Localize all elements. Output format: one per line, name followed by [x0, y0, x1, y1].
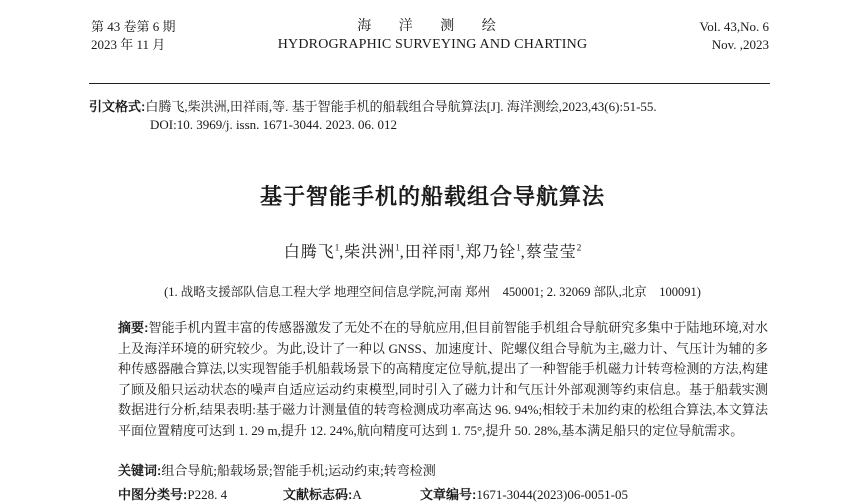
author-separator: , [460, 244, 466, 261]
keywords [118, 462, 436, 480]
author-affiliation-mark: 1 [334, 242, 340, 253]
header-rule [89, 83, 770, 84]
author-affiliation-mark: 2 [576, 242, 582, 253]
author-affiliation-mark: 1 [395, 242, 400, 253]
journal-name-en: HYDROGRAPHIC SURVEYING AND CHARTING [277, 37, 588, 52]
clc-number [118, 486, 227, 504]
author-name: 蔡莹莹 [525, 244, 577, 261]
volume-number: Vol. 43,No. 6 [699, 19, 769, 34]
keywords-label: 关键词: [118, 463, 162, 478]
author-affiliation-mark: 1 [455, 242, 461, 253]
abstract-text: 智能手机内置丰富的传感器激发了无处不在的导航应用,但目前智能手机组合导航研究多集中于陆地环境,对水上及海洋环境的研究较少。为此,设计了一种以 GNSS、加速度计、陀螺仪组合导航为主,磁力计、气压计为辅的多种传感器融合算法,以实现智能手机船载场景下的高精度定位导航,提出了一种智能手机磁力计转弯检测的方法,构建了顾及船只运动状态的噪声自适应运动约束模型,同时引入了磁力计和气压计外部观测等约束信息。基于船载实测数据进行分析,结果表明:基于磁力计测量值的转弯检测成功率高达 96. 94%;相较于未加约束的松组合算法,本文算法平面位置精度可达到 1. 29 m,提升 12. 24%,航向精度可达到 1. 75°,提升 50. 28%,基本满足船只的定位导航需求。 [118, 320, 768, 438]
article-number [420, 486, 628, 504]
issue-date-en: Nov. ,2023 [711, 37, 769, 52]
author-list [0, 239, 865, 262]
abstract [118, 318, 768, 441]
author-separator: , [399, 244, 405, 261]
citation-text: 白腾飞,柴洪洲,田祥雨,等. 基于智能手机的船载组合导航算法[J]. 海洋测绘,2023,43(6):51-55. [145, 99, 657, 114]
clc-value: P228. 4 [187, 487, 228, 502]
document-code-value: A [352, 487, 362, 502]
author-name: 田祥雨 [404, 244, 456, 261]
abstract-label: 摘要: [118, 320, 149, 335]
author-separator: , [520, 244, 526, 261]
issue-number: 第 43 卷第 6 期 [91, 19, 176, 34]
paper-title: 基于智能手机的船载组合导航算法 [259, 184, 605, 209]
issue-date-cn: 2023 年 11 月 [91, 37, 166, 52]
author-name: 柴洪洲 [344, 244, 396, 261]
article-number-value: 1671-3044(2023)06-0051-05 [476, 487, 628, 502]
keywords-text: 组合导航;船载场景;智能手机;运动约束;转弯检测 [161, 463, 436, 478]
author-separator: , [339, 244, 345, 261]
article-number-label: 文章编号: [420, 487, 477, 502]
citation-block [89, 98, 657, 134]
document-code [283, 486, 362, 504]
citation-label: 引文格式: [89, 99, 146, 114]
author-affiliation-mark: 1 [516, 242, 521, 253]
journal-name-cn: 海 洋 测 绘 [357, 19, 508, 34]
author-name: 白腾飞 [283, 244, 335, 261]
clc-label: 中图分类号: [118, 487, 188, 502]
author-name: 郑乃铨 [465, 244, 517, 261]
affiliation: (1. 战略支援部队信息工程大学 地理空间信息学院,河南 郑州 450001; 2. 32069 部队,北京 100091) [164, 285, 701, 299]
doi-link[interactable]: DOI:10. 3969/j. issn. 1671-3044. 2023. 06. 012 [150, 117, 397, 132]
document-code-label: 文献标志码: [283, 487, 353, 502]
volume-info [700, 18, 769, 54]
